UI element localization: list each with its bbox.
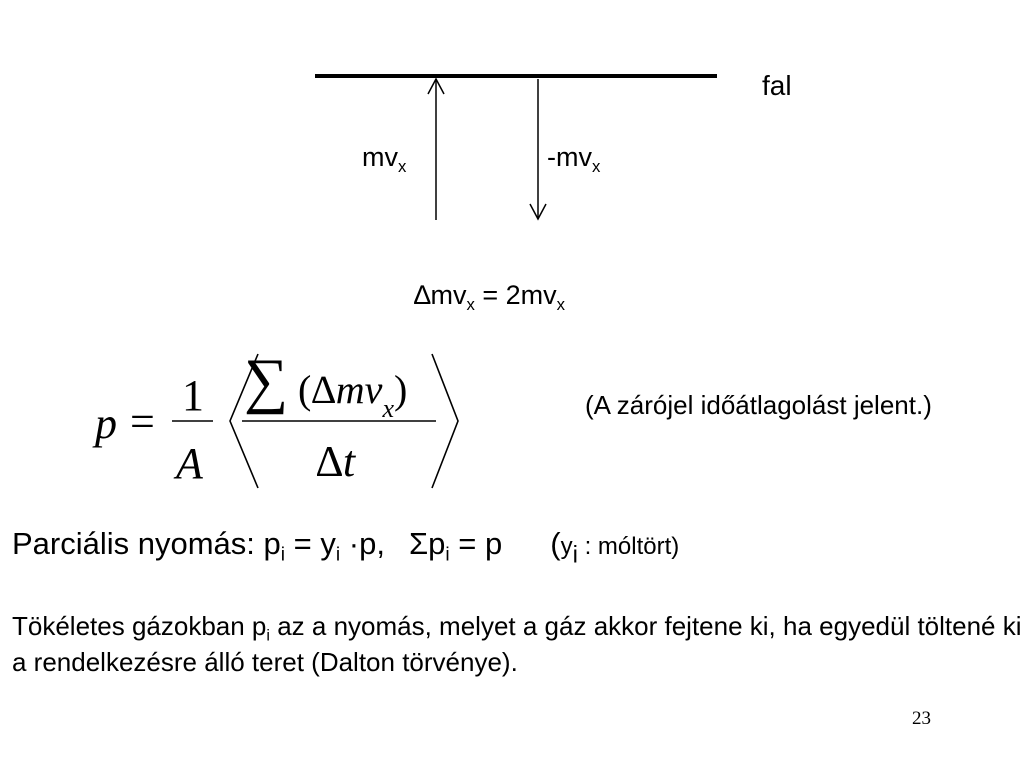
- momentum-change-rhs-sub: x: [556, 294, 566, 314]
- momentum-change-lhs-sub: x: [466, 294, 475, 314]
- outgoing-momentum-label: [547, 142, 601, 176]
- partial-molar: : móltört): [577, 533, 680, 560]
- formula-num-mv: mv: [335, 367, 383, 412]
- momentum-change-equation: [414, 280, 566, 314]
- formula-num-close: ): [393, 367, 408, 412]
- formula-den-t: t: [342, 437, 356, 486]
- partial-paren-open: (: [550, 526, 561, 561]
- formula-denominator-A: A: [176, 439, 203, 488]
- para-before-sub: Tökéletes gázokban p: [12, 611, 267, 641]
- partial-sigma-p: Σp: [408, 526, 446, 561]
- incoming-momentum-text: mv: [362, 142, 398, 172]
- formula-num-sub: x: [382, 394, 394, 423]
- partial-eq-p: = p: [449, 526, 503, 561]
- formula-sum-symbol: ∑: [244, 347, 289, 415]
- partial-sub-i1: i: [280, 544, 286, 566]
- dalton-law-paragraph: [12, 608, 1022, 680]
- outgoing-momentum-text: -mv: [547, 142, 592, 172]
- formula-den-delta: ∆: [316, 437, 343, 486]
- para-after-sub: az a nyomás, melyet a gáz akkor fejtene ki, ha egyedül töltené ki a rendelkezésre álló teret (Dalton törvénye).: [12, 611, 1022, 677]
- partial-pressure-line: [12, 526, 680, 569]
- formula-inner-numerator: [298, 366, 408, 423]
- partial-eq1: = y: [285, 526, 336, 561]
- outgoing-momentum-sub: x: [591, 156, 601, 176]
- formula-numerator-one: 1: [182, 371, 204, 420]
- partial-dot-p: ·p,: [340, 526, 385, 561]
- page-number: 23: [912, 708, 931, 729]
- time-average-note: (A zárójel időátlagolást jelent.): [585, 390, 932, 420]
- formula-inner-denominator: [316, 436, 355, 487]
- momentum-change-rhs: = 2mv: [474, 280, 557, 310]
- incoming-momentum-sub: x: [398, 156, 407, 176]
- momentum-change-lhs: ∆mv: [414, 280, 467, 310]
- partial-sub-i3: i: [445, 544, 450, 566]
- partial-y: y: [560, 533, 573, 560]
- formula-p: p: [95, 399, 117, 448]
- formula-equals: =: [130, 397, 155, 446]
- partial-sub-i2: i: [335, 544, 341, 566]
- partial-sub-i4: i: [572, 541, 578, 569]
- wall-label: fal: [762, 70, 792, 101]
- para-sub: i: [266, 626, 270, 645]
- partial-title: Parciális nyomás: p: [12, 526, 281, 561]
- formula-num-open: (∆: [298, 367, 336, 412]
- incoming-momentum-label: [362, 142, 407, 176]
